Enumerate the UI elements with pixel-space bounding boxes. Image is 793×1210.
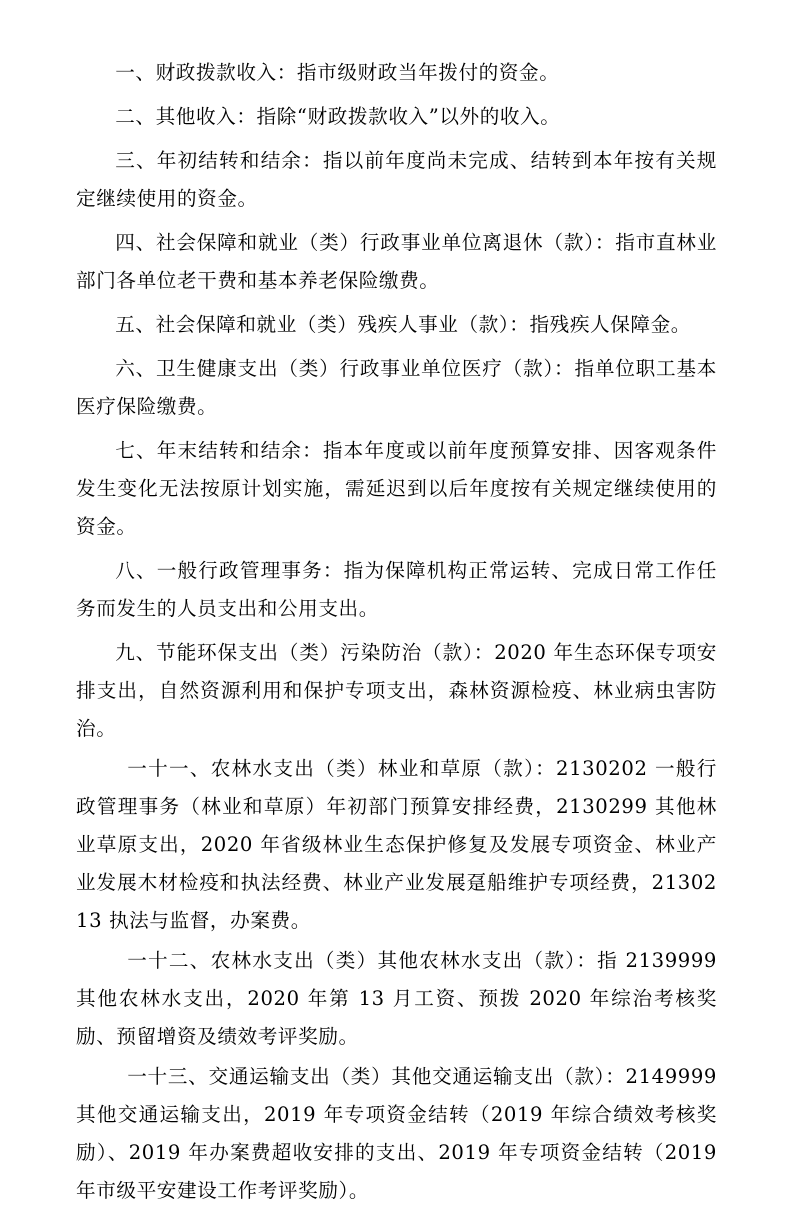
paragraph-5: 五、社会保障和就业（类）残疾人事业（款）：指残疾人保障金。 [115, 313, 692, 336]
paragraph-1: 一、财政拨款收入：指市级财政当年拨付的资金。 [115, 61, 560, 84]
paragraph-7: 七、年末结转和结余：指本年度或以前年度预算安排、因客观条件发生变化无法按原计划实施，需延迟到以后年度按有关规定继续使用的资金。 [76, 439, 717, 538]
paragraph-4: 四、社会保障和就业（类）行政事业单位离退休（款）：指市直林业部门各单位老干费和基本养老保险缴费。 [76, 231, 717, 292]
paragraph-13: 一十三、交通运输支出（类）其他交通运输支出（款）：2149999 其他交通运输支出，2019 年专项资金结转（2019 年综合绩效考核奖励）、2019 年办案费超收安排的支出、2019 年专项资金结转（2019 年市级平安建设工作考评奖励）。 [76, 1065, 717, 1202]
paragraph-12: 一十二、农林水支出（类）其他农林水支出（款）：指 2139999 其他农林水支出，2020 年第 13 月工资、预拨 2020 年综治考核奖励、预留增资及绩效考评奖励。 [76, 949, 717, 1048]
paragraph-6: 六、卫生健康支出（类）行政事业单位医疗（款）：指单位职工基本医疗保险缴费。 [76, 357, 717, 418]
paragraph-8: 八、一般行政管理事务：指为保障机构正常运转、完成日常工作任务而发生的人员支出和公用支出。 [76, 559, 717, 620]
paragraph-3: 三、年初结转和结余：指以前年度尚未完成、结转到本年按有关规定继续使用的资金。 [76, 149, 717, 210]
paragraph-9: 九、节能环保支出（类）污染防治（款）：2020 年生态环保专项安排支出，自然资源利用和保护专项支出，森林资源检疫、林业病虫害防治。 [76, 641, 717, 740]
paragraph-11: 一十一、农林水支出（类）林业和草原（款）：2130202 一般行政管理事务（林业和草原）年初部门预算安排经费，2130299 其他林业草原支出，2020 年省级林业生态保护修复及发展专项资金、林业产业发展木材检疫和执法经费、林业产业发展趸船维护专项经费，2130213 执法与监督，办案费。 [76, 757, 717, 932]
paragraph-2: 二、其他收入：指除“财政拨款收入”以外的收入。 [115, 105, 561, 128]
